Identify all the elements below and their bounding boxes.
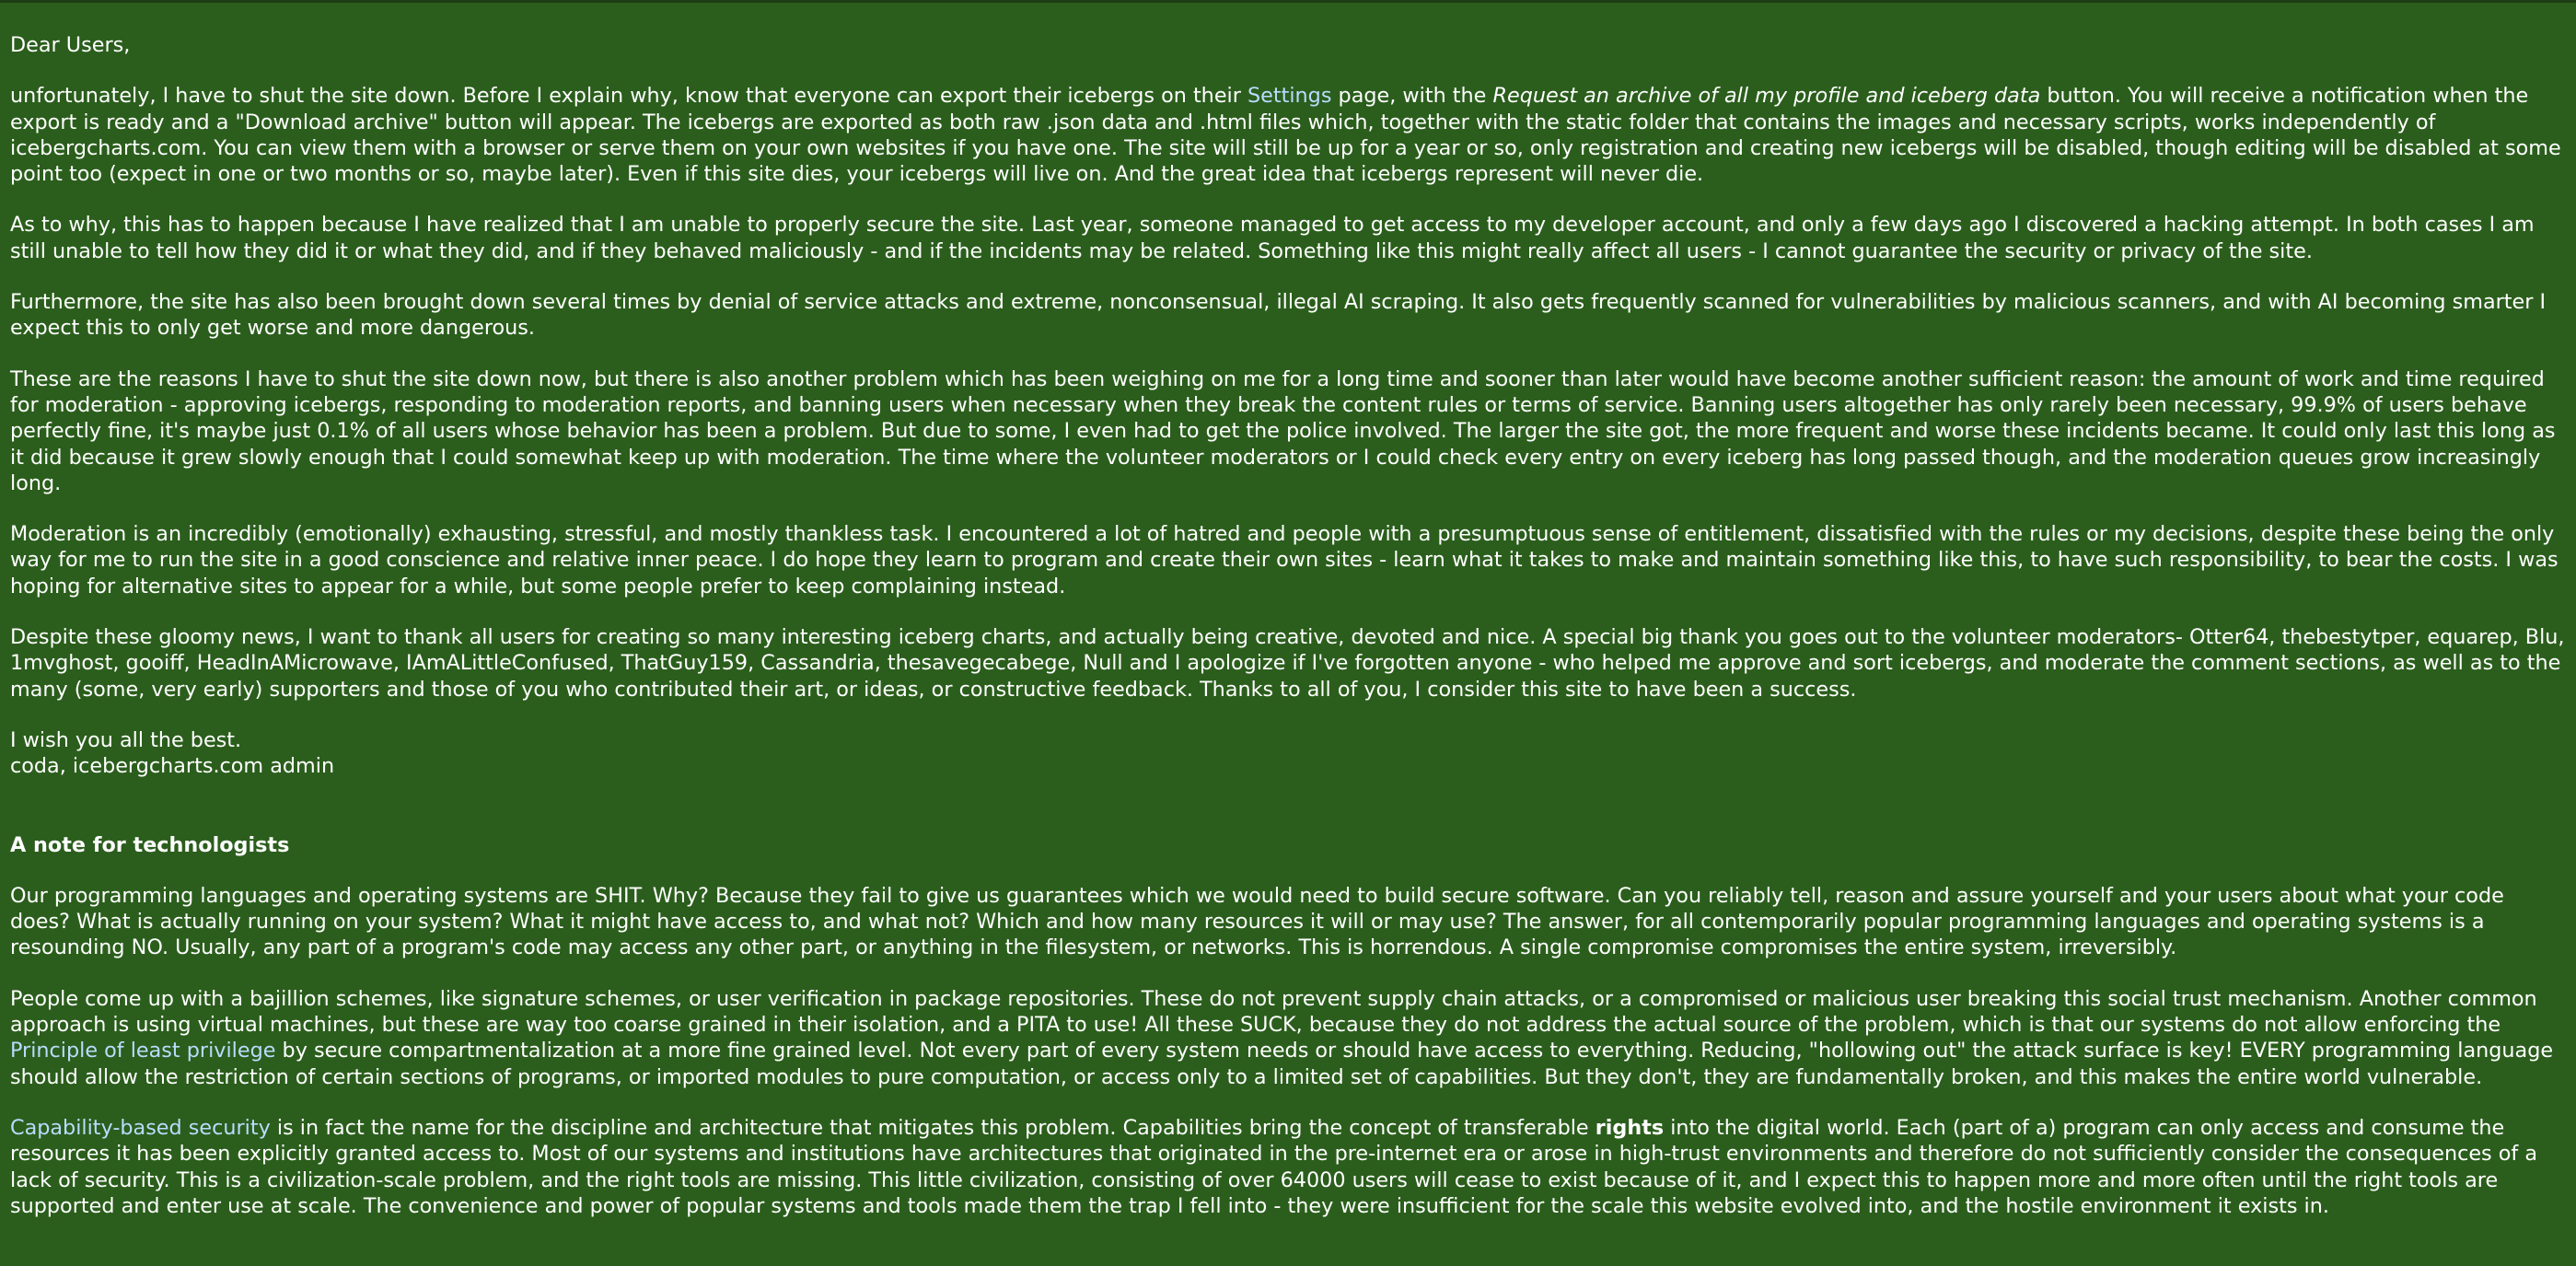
paragraph-moderation: These are the reasons I have to shut the site down now, but there is also another problem which has been weighing on me for a long time and sooner than later would have become another sufficient reason: the amount of work and time required for moderation - approving icebergs, responding to moderation reports, and banning users when necessary when they break the content rules or terms of service. Banning users altogether has only rarely been necessary, 99.9% of users behave perfectly fine, it's maybe just 0.1% of all users whose behavior has been a problem. But due to some, I even had to get the police involved. The larger the site got, the more frequent and worse these incidents became. It could only last this long as it did because it grew slowly enough that I could somewhat keep up with moderation. The time where the volunteer moderators or I could check every entry on every iceberg has long passed though, and the moderation queues grow increasingly long.	[10, 366, 2556, 495]
settings-link[interactable]: Settings	[1247, 84, 1332, 109]
announcement	[0, 3, 2576, 1219]
paragraph-security: As to why, this has to happen because I have realized that I am unable to properly secure the site. Last year, someone managed to get access to my developer account, and only a few days ago I discovered a hacking attempt. In both cases I am still unable to tell how they did it or what they did, and if they behaved maliciously - and if the incidents may be related. Something like this might really affect all users - I cannot guarantee the security or privacy of the site.	[10, 213, 2535, 263]
paragraph-attacks: Furthermore, the site has also been brought down several times by denial of service attacks and extreme, nonconsensual, illegal AI scraping. It also gets frequently scanned for vulnerabilities by malicious scanners, and with AI becoming smarter I expect this to only get worse and more dangerous.	[10, 290, 2547, 341]
paragraph-note-capabilities	[10, 1115, 2567, 1219]
paragraph-moderation-burden: Moderation is an incredibly (emotionally) exhausting, stressful, and mostly thankless task. I encountered a lot of hatred and people with a presumptuous sense of entitlement, dissatisfied with the rules or my decisions, despite these being the only way for me to run the site in a good conscience and relative inner peace. I do hope they learn to program and create their own sites - learn what it takes to make and maintain something like this, to have such responsibility, to bear the costs. I was hoping for alternative sites to appear for a while, but some people prefer to keep complaining instead.	[10, 522, 2559, 598]
capabilities-text-start: is in fact the name for the discipline and architecture that mitigates this problem. Capabilities bring the concept of transferable	[270, 1115, 1595, 1140]
export-text-end: button. You will receive a notification when the export is ready and a "Download archive" button will appear. The icebergs are exported as both raw .json data and .html files which, together with the static folder that contains the images and necessary scripts, works independently of icebergcharts.com. You can view them with a browser or serve them on your own websites if you have one. The site will still be up for a year or so, only registration and creating new icebergs will be disabled, though editing will be disabled at some point too (expect in one or two months or so, maybe later). Even if this site dies, your icebergs will live on. And the great idea that icebergs represent will never die.	[10, 84, 2561, 187]
signature: coda, icebergcharts.com admin	[10, 754, 335, 779]
greeting: Dear Users,	[10, 33, 131, 57]
paragraph-export	[10, 83, 2567, 187]
archive-button-name: Request an archive of all my profile and iceberg data	[1492, 84, 2041, 109]
schemes-text-end: by secure compartmentalization at a more fine grained level. Not every part of every system needs or should have access to everything. Reducing, "hollowing out" the attack surface is key! EVERY programming language should allow the restriction of certain sections of programs, or imported modules to pure computation, or access only to a limited set of capabilities. But they don't, they are fundamentally broken, and this makes the entire world vulnerable.	[10, 1039, 2554, 1089]
rights-bold: rights	[1595, 1115, 1665, 1140]
paragraph-thanks: Despite these gloomy news, I want to thank all users for creating so many interesting iceberg charts, and actually being creative, devoted and nice. A special big thank you goes out to the volunteer moderators- Otter64, thebestytper, equarep, Blu, 1mvghost, gooiff, HeadInAMicrowave, IAmALittleConfused, ThatGuy159, Cassandria, thesavegecabege, Null and I apologize if I've forgotten anyone - who helped me approve and sort icebergs, and moderate the comment sections, as well as to the many (some, very early) supporters and those of you who contributed their art, or ideas, or constructive feedback. Thanks to all of you, I consider this site to have been a success.	[10, 625, 2565, 702]
least-privilege-link[interactable]: Principle of least privilege	[10, 1039, 276, 1063]
capabilities-text-end: into the digital world. Each (part of a) program can only access and consume the resources it has been explicitly granted access to. Most of our systems and institutions have architectures that originated in the pre-internet era or arose in high-trust environments and therefore do not sufficiently consider the consequences of a lack of security. This is a civilization-scale problem, and the right tools are missing. This little civilization, consisting of over 64000 users will cease to exist because of it, and I expect this to happen more and more often until the right tools are supported and enter use at scale. The convenience and power of popular systems and tools made them the trap I fell into - they were insufficient for the scale this website evolved into, and the hostile environment it exists in.	[10, 1115, 2537, 1218]
paragraph-note-schemes	[10, 986, 2567, 1090]
export-text-start: unfortunately, I have to shut the site down. Before I explain why, know that everyone can export their icebergs on their	[10, 84, 1247, 109]
note-title: A note for technologists	[10, 832, 290, 857]
paragraph-note-languages: Our programming languages and operating systems are SHIT. Why? Because they fail to give us guarantees which we would need to build secure software. Can you reliably tell, reason and assure yourself and your users about what your code does? What is actually running on your system? What it might have access to, and what not? Which and how many resources it will or may use? The answer, for all contemporarily popular programming languages and operating systems is a resounding NO. Usually, any part of a program's code may access any other part, or anything in the filesystem, or networks. This is horrendous. A single compromise compromises the entire system, irreversibly.	[10, 883, 2504, 960]
capability-security-link[interactable]: Capability-based security	[10, 1115, 271, 1140]
closing: I wish you all the best.	[10, 727, 242, 752]
export-text-mid: page, with the	[1331, 84, 1493, 109]
schemes-text-start: People come up with a bajillion schemes, like signature schemes, or user verification in package repositories. These do not prevent supply chain attacks, or a compromised or malicious user breaking this social trust mechanism. Another common approach is using virtual machines, but these are way too coarse grained in their isolation, and a PITA to use! All these SUCK, because they do not address the actual source of the problem, which is that our systems do not allow enforcing the	[10, 986, 2537, 1038]
